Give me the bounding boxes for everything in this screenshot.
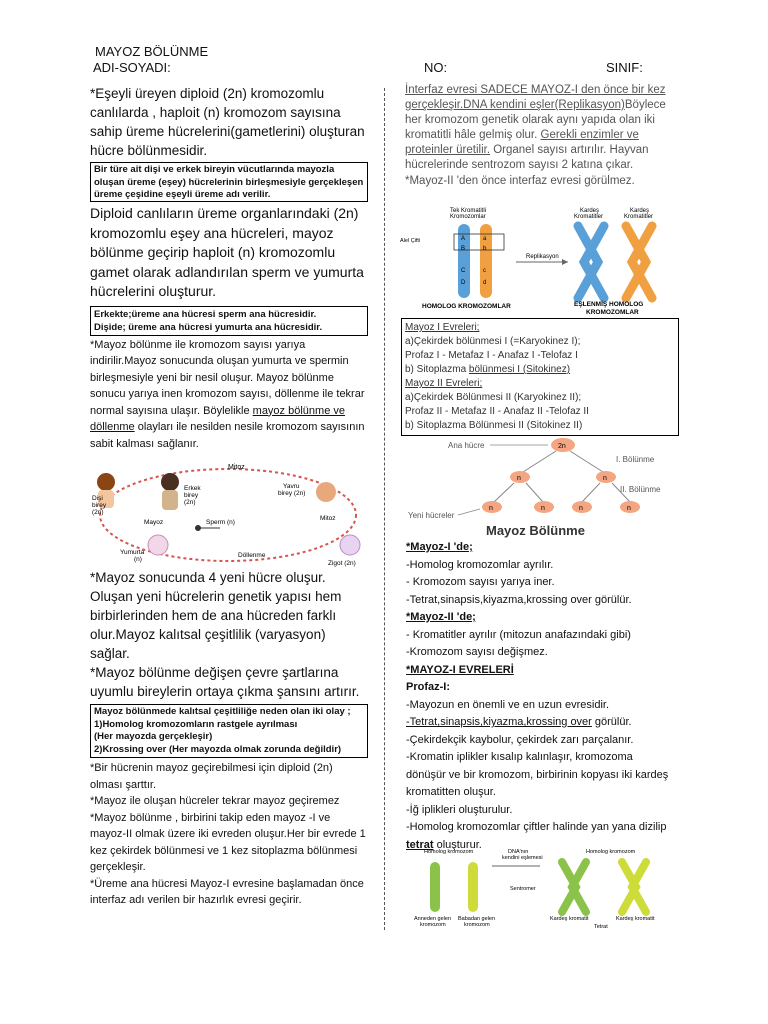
karyokinesis-1: a)Çekirdek bölünmesi I (=Karyokinez I); [405, 336, 581, 347]
maternal-chromosome [430, 862, 440, 912]
definition-text: *Eşeyli üreyen diploid (2n) kromozomlu canlılarda , haploit (n) kromozom sayısına sahip üreme hücrelerini(gametlerini) oluşturan hücre bölünmesidir. [90, 86, 365, 158]
paternal-label-1: Babadan gelen [458, 916, 496, 922]
allele-label: Alel Çifti [400, 238, 421, 244]
halving-text-main: *Mayoz bölünme ile kromozom sayısı yarıya indirilir.Mayoz sonucunda oluşan yumurta ve spermin birleşmesiyle yeni bir nesil oluşur. Mayoz bölünme sonucu yarıya inen kromozom sayısı, döllenme ile tekrar normal sayısına ulaşır. [90, 338, 365, 417]
cytokinesis-1-pre: b) Sitoplazma [405, 364, 469, 375]
halving-text-post: olayları ile nesilden nesile kromozom sayısının sabit kalması sağlanır. [90, 421, 365, 450]
tetrad-label: Tetrat [594, 924, 608, 930]
variation-item-1-note: (Her mayozda gerçekleşir) [94, 731, 213, 742]
prophase-item-2-underlined: -Tetrat,sinapsis,kiyazma,krossing over [406, 716, 592, 728]
diploid-required-text: *Bir hücrenin mayoz geçirebilmesi için diploid (2n) olması şarttır. [90, 762, 333, 791]
prophase-item-3: -Çekirdekçik kaybolur, çekirdek zarı parçalanır. [406, 733, 634, 746]
prophase-item-2 [406, 714, 674, 732]
prophase-item-6-pre: -Homolog kromozomlar çiftler halinde yan yana dizilip [406, 821, 667, 833]
m1-item-1: -Homolog kromozomlar ayrılır. [406, 558, 554, 571]
prophase-item-5: -İğ iplikleri oluşturulur. [406, 803, 513, 816]
left-column [90, 84, 368, 452]
left-column-lower [90, 568, 368, 909]
number-label: NO: [424, 60, 448, 75]
interphase-detail [405, 83, 675, 173]
interphase-text: *Üreme ana hücresi Mayoz-I evresine başlamadan önce interfaz adı verilen bir hazırlık evresi geçirir. [90, 877, 364, 906]
cytokinesis-1 [405, 363, 675, 377]
meiosis-1-stages-head [406, 662, 674, 680]
tree-title: Mayoz Bölünme [486, 523, 585, 538]
paired-chromosomes-label: KROMOZOMLAR [586, 309, 639, 316]
branch-line-5 [582, 483, 600, 502]
paired-homolog-label: EŞLENMİŞ HOMOLOG [574, 301, 644, 308]
zygote-label: Zigot (2n) [328, 560, 356, 567]
maternal-replicated [562, 862, 586, 912]
cycle-ellipse [100, 469, 356, 561]
dna-label-1: DNA'nın [508, 849, 529, 855]
single-chromatid-label: Tek Kromatitli [450, 208, 487, 214]
meiosis-1-head: *Mayoz-I 'de; [406, 541, 473, 553]
daughter-label-2: n [541, 505, 545, 512]
division-2-label: II. Bölünme [620, 485, 661, 494]
paternal-label-2: kromozom [464, 922, 490, 928]
prophase-item-6-post: oluşturur. [433, 838, 482, 851]
sister-chromatids-label-2: Kromatitler [624, 214, 654, 220]
column-divider [384, 88, 385, 930]
tetrad-diagram [410, 846, 674, 930]
child-birey-label: birey (2n) [278, 490, 306, 497]
interphase-underlined-2: Gerekli enzimler ve proteinler üretilir. [405, 129, 639, 156]
replication-label: Replikasyon [526, 254, 559, 260]
meiosis-1-phases-title: Mayoz I Evreleri; [405, 322, 480, 333]
allele-C: C [461, 268, 466, 274]
mother-cell-label: Ana hücre [448, 441, 485, 450]
meiosis-2-head: *Mayoz-II 'de; [406, 611, 476, 623]
m2-item-1: - Kromatitler ayrılır (mitozun anafazındaki gibi) [406, 628, 631, 641]
prophase-item-2-rest: görülür. [591, 716, 632, 728]
sperm-label: Sperm (n) [206, 519, 235, 526]
female-head-icon [97, 473, 115, 491]
egg-icon [148, 535, 168, 555]
chromosomes-label: Kromozomlar [450, 214, 486, 220]
male-head-icon [161, 473, 179, 491]
female-2n-label: (2n) [92, 509, 104, 516]
four-cells-text: *Mayoz sonucunda 4 yeni hücre oluşur. Oluşan yeni hücrelerin genetik yapısı hem birbirlerinden hem de ana hücreden farklı olur.Mayoz kalıtsal çeşitlilik (varyasyon) sağlar. [90, 570, 342, 661]
no-interphase-text: *Mayoz-II 'den önce interfaz evresi görülmez. [405, 175, 635, 187]
blue-replicated-chromosome [578, 226, 604, 298]
interphase-rest-2: Organel sayısı artırılır. Hayvan hücrelerinde sentrozom sayısı 2 katına çıkar. [405, 144, 649, 171]
interphase-underlined-1: İnterfaz evresi SADECE MAYOZ-I den önce bir kez gerçekleşir.DNA kendini eşler(Replikasyon) [405, 84, 666, 111]
allele-b: b [483, 246, 487, 252]
child-icon [316, 482, 336, 502]
paternal-replicated [622, 862, 646, 912]
daughter-label-4: n [627, 505, 631, 512]
meiosis-tree-diagram [398, 434, 674, 538]
branch-line-3 [494, 483, 514, 502]
cytokinesis-2: b) Sitoplazma Bölünmesi II (Sitokinez II) [405, 420, 583, 431]
branch-line-1 [523, 451, 556, 472]
male-label: Erkek [184, 485, 201, 492]
sister-chromatids-label-1: Kromatitler [574, 214, 604, 220]
phase-list-1: Profaz I - Metafaz I - Anafaz I -Telofaz I [405, 350, 578, 361]
halving-text-underlined: mayoz bölünme ve döllenme [90, 404, 345, 433]
n-label-2: n [603, 475, 607, 482]
meiosis-1-stages-text: *MAYOZ-I EVRELERİ [406, 663, 514, 676]
sister-label-1: Kardeş [580, 208, 600, 214]
m1-item-2: - Kromozom sayısı yarıya iner. [406, 576, 555, 588]
orange-replicated-chromosome [626, 226, 652, 298]
mitoz-right-label: Mitoz [320, 515, 336, 522]
meiosis-2-phases-title: Mayoz II Evreleri; [405, 378, 483, 389]
sister-chromatid-label-1: Kardeş kromatit [550, 916, 589, 922]
female-line: Dişide; üreme ana hücresi yumurta ana hücresidir. [94, 321, 323, 333]
interphase-rest-1: Böylece her kromozom genetik olarak aynı yapıda olan iki kromatitli hâle gelmiş olur. [405, 99, 666, 141]
branch-line-4 [526, 483, 543, 502]
variation-box [90, 704, 368, 758]
mitoz-top-label: Mitoz [228, 464, 245, 471]
branch-line-2 [570, 451, 603, 472]
class-label: SINIF: [606, 60, 643, 75]
egg-n-label: (n) [134, 556, 142, 563]
female-birey-label: birey [92, 502, 107, 509]
sexual-reproduction-box: Bir türe ait dişi ve erkek bireyin vücutlarında mayozla oluşan üreme (eşey) hücrelerinin birleşmesiyle gerçekleşen üreme çeşidine eşeyli üreme adı verilir. [90, 162, 368, 202]
maternal-label-1: Anneden gelen [414, 916, 452, 922]
variation-item-2: 2)Krossing over (Her mayozda olmak zorunda değildir) [94, 743, 342, 755]
fertilization-label: Döllenme [238, 552, 266, 559]
sister-chromatid-label-2: Kardeş kromatit [616, 916, 655, 922]
arrow-head-icon [562, 259, 568, 265]
prophase-1-head: Profaz-I: [406, 681, 450, 693]
male-birey-label: birey [184, 492, 199, 499]
phase-list-2: Profaz II - Metafaz II - Anafaz II -Telofaz II [405, 406, 589, 417]
daughter-label-3: n [579, 505, 583, 512]
male-body-icon [162, 490, 178, 510]
prophase-item-4: -Kromatin iplikler kısalıp kalınlaşır, kromozoma dönüşür ve bir kromozom, birbirinin kopyası iki kardeş kromatitten oluşur. [406, 751, 669, 798]
name-label: ADI-SOYADI: [93, 60, 171, 75]
phases-box [401, 318, 679, 436]
maternal-label-2: kromozom [420, 922, 446, 928]
homolog-chromosome-label-2: Homolog kromozom [586, 849, 636, 855]
female-label: Dişi [92, 495, 103, 502]
right-column-lower [406, 539, 674, 854]
homolog-chromosome-label-1: Homolog kromozom [424, 849, 474, 855]
allele-c: c [483, 268, 486, 274]
new-cells-label: Yeni hücreler [408, 511, 455, 520]
zygote-icon [340, 535, 360, 555]
homolog-label: HOMOLOG KROMOZOMLAR [422, 303, 511, 310]
male-line: Erkekte;üreme ana hücresi sperm ana hücresidir. [94, 308, 317, 320]
allele-a: a [483, 236, 487, 242]
allele-D: D [461, 280, 466, 286]
sperm-head-icon [195, 525, 201, 531]
stages-text: *Mayoz bölünme , birbirini takip eden mayoz -I ve mayoz-II olmak üzere iki evreden oluşur.Her bir evrede 1 kez çekirdek bölünmesi ve 1 kez sitoplazma bölünmesi gerçekleşir. [90, 811, 366, 873]
variation-item-1: 1)Homolog kromozomların rastgele ayrılması [94, 718, 298, 730]
egg-label: Yumurta [120, 549, 145, 556]
prophase-item-6-tetrat: tetrat [406, 838, 434, 851]
mother-cell-box [90, 306, 368, 336]
division-1-label: I. Bölünme [616, 455, 655, 464]
variation-title: Mayoz bölünmede kalıtsal çeşitliliğe neden olan iki olay ; [94, 706, 351, 717]
m2-item-2: -Kromozom sayısı değişmez. [406, 646, 548, 658]
male-2n-label: (2n) [184, 499, 196, 506]
prophase-item-1: -Mayozun en önemli ve en uzun evresidir. [406, 698, 609, 711]
root-cell-label: 2n [558, 443, 566, 450]
daughter-label-1: n [489, 505, 493, 512]
halving-text [90, 337, 368, 453]
replication-diagram [398, 204, 674, 318]
allele-d: d [483, 280, 487, 286]
environment-text: *Mayoz bölünme değişen çevre şartlarına uyumlu bireylerin ortaya çıkma şansını artırır. [90, 665, 360, 699]
page-title: MAYOZ BÖLÜNME [95, 44, 209, 59]
n-label-1: n [517, 475, 521, 482]
allele-A: A [461, 236, 466, 242]
halving-text-pre: Böylelikle [203, 404, 253, 417]
paternal-chromosome [468, 862, 478, 912]
diploid-text: Diploid canlıların üreme organlarındaki (2n) kromozomlu eşey ana hücreleri, mayoz bölünme geçirip haploit (n) kromozomlu gamet olarak adlandırılan sperm ve yumurta hücrelerini oluşturur. [90, 205, 364, 299]
centromere-label: Sentromer [510, 886, 536, 892]
right-column [405, 83, 675, 189]
child-label: Yavru [283, 483, 300, 490]
cytokinesis-1-underlined: bölünmesi I (Sitokinez) [468, 364, 571, 375]
life-cycle-diagram [88, 460, 366, 568]
karyokinesis-2: a)Çekirdek Bölünmesi II (Karyokinez II); [405, 392, 582, 403]
sister-label-2: Kardeş [630, 208, 650, 214]
meiosis-left-label: Mayoz [144, 519, 164, 526]
allele-B: B [461, 246, 466, 252]
no-repeat-text: *Mayoz ile oluşan hücreler tekrar mayoz geçiremez [90, 795, 340, 807]
new-cells-pointer [458, 509, 480, 515]
dna-label-2: kendini eşlemesi [502, 855, 543, 861]
m1-item-3: -Tetrat,sinapsis,kiyazma,krossing over görülür. [406, 593, 632, 606]
